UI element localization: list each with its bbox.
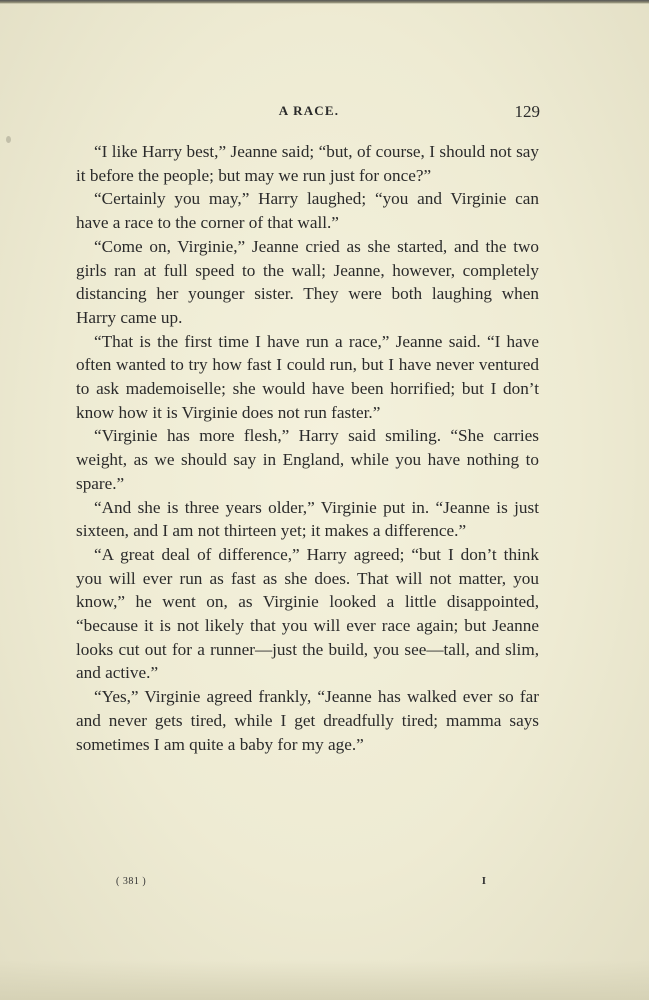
paragraph: “That is the first time I have run a race,” Jeanne said. “I have often wanted to try how fast I could run, but I have never ventured to ask mademoiselle; she would have been horrified; but I don’t know how it is Virginie does not run faster.”: [76, 331, 539, 422]
paragraph: “And she is three years older,” Virginie put in. “Jeanne is just sixteen, and I am not thirteen yet; it makes a difference.”: [76, 497, 539, 541]
signature-mark: ( 381 ): [116, 876, 147, 887]
gathering-mark: I: [481, 875, 486, 887]
page-number: 129: [514, 102, 540, 121]
paragraph: “A great deal of difference,” Harry agreed; “but I don’t think you will ever run as fast as she does. That will not matter, you know,” he went on, as Virginie looked a little disappointed, “because it is not likely that you will ever race again; but Jeanne looks cut out for a runner—just the build, you see—tall, and slim, and active.”: [76, 544, 539, 683]
paragraph: “Virginie has more flesh,” Harry said smiling. “She carries weight, as we should say in England, while you have nothing to spare.”: [76, 426, 539, 493]
paragraph: “Come on, Virginie,” Jeanne cried as she started, and the two girls ran at full speed to the wall; Jeanne, however, completely distancing her younger sister. They were both laughing when Harry came up.: [76, 236, 539, 327]
running-title: A RACE.: [278, 103, 340, 118]
paper-speck: [6, 136, 11, 143]
page-footer: [76, 876, 539, 892]
paragraph: “Yes,” Virginie agreed frankly, “Jeanne has walked ever so far and never gets tired, while I get dreadfully tired; mamma says sometimes I am quite a baby for my age.”: [76, 687, 539, 754]
paragraph: “I like Harry best,” Jeanne said; “but, of course, I should not say it before the people; but may we run just for once?”: [76, 142, 539, 185]
page-header: [76, 103, 542, 125]
paragraph: “Certainly you may,” Harry laughed; “you and Virginie can have a race to the corner of that wall.”: [76, 189, 539, 233]
page-top-edge: [0, 0, 649, 4]
page-bottom-shade: [0, 960, 649, 1000]
body-text: [76, 140, 539, 756]
